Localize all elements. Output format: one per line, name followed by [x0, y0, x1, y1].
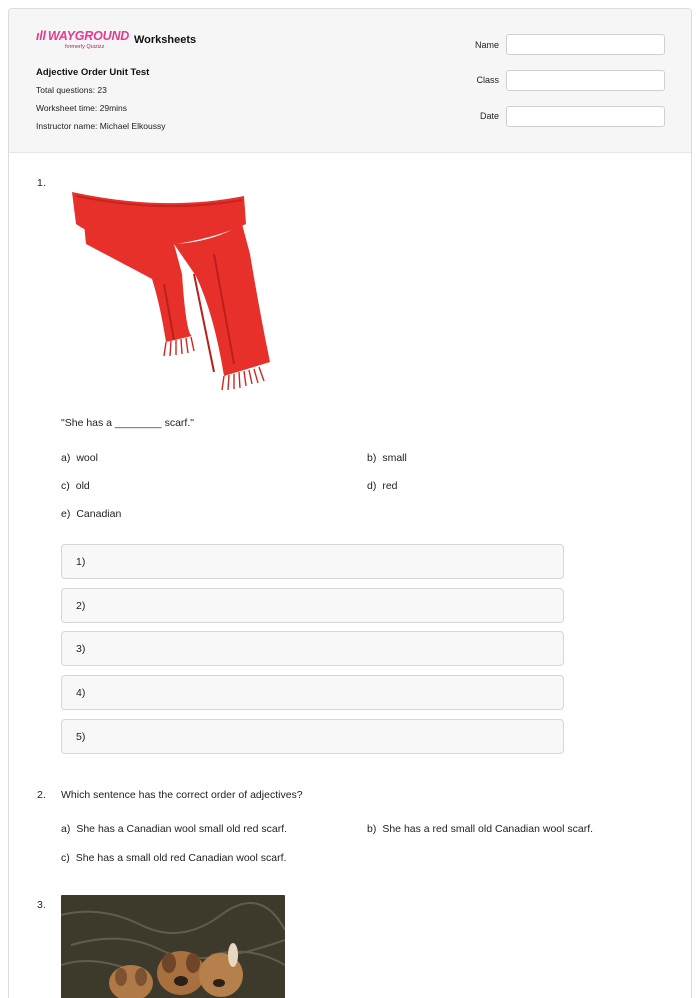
- date-field[interactable]: [506, 106, 665, 127]
- option: a) wool: [61, 452, 98, 464]
- wayground-logo: ıll WAYGROUND: [36, 29, 130, 43]
- worksheet-page: [8, 8, 692, 998]
- answer-slot[interactable]: 3): [61, 631, 564, 666]
- option: c) old: [61, 480, 90, 492]
- puppies-photo: [61, 895, 285, 998]
- test-title: Adjective Order Unit Test: [36, 67, 150, 78]
- worksheet-header: [9, 9, 691, 153]
- brand-subtitle: formerly Quizizz: [65, 44, 105, 50]
- total-questions: Total questions: 23: [36, 85, 107, 95]
- answer-slot[interactable]: 1): [61, 544, 564, 579]
- question-1-number: 1.: [37, 177, 46, 189]
- red-scarf-image: [64, 184, 274, 394]
- answer-slot[interactable]: 2): [61, 588, 564, 623]
- question-3-number: 3.: [37, 899, 46, 911]
- brand-title: Worksheets: [134, 34, 197, 46]
- worksheet-time: Worksheet time: 29mins: [36, 103, 128, 113]
- class-field[interactable]: [506, 70, 665, 91]
- name-label: Name: [474, 40, 499, 50]
- question-2-text: Which sentence has the correct order of adjectives?: [61, 789, 303, 801]
- option: a) She has a Canadian wool small old red scarf.: [61, 823, 288, 835]
- logo-bars-icon: ıll: [36, 29, 46, 43]
- answer-slot[interactable]: 5): [61, 719, 564, 754]
- option: c) She has a small old red Canadian wool scarf.: [61, 852, 287, 864]
- name-field[interactable]: [506, 34, 665, 55]
- class-label: Class: [476, 75, 499, 85]
- question-1-text: "She has a ________ scarf.": [61, 417, 194, 429]
- question-2-number: 2.: [37, 789, 46, 801]
- option: b) She has a red small old Canadian wool scarf.: [367, 823, 594, 835]
- option: d) red: [367, 480, 398, 492]
- answer-slot[interactable]: 4): [61, 675, 564, 710]
- option: b) small: [367, 452, 407, 464]
- instructor-name: Instructor name: Michael Elkoussy: [36, 121, 166, 131]
- option: e) Canadian: [61, 508, 122, 520]
- date-label: Date: [479, 111, 499, 121]
